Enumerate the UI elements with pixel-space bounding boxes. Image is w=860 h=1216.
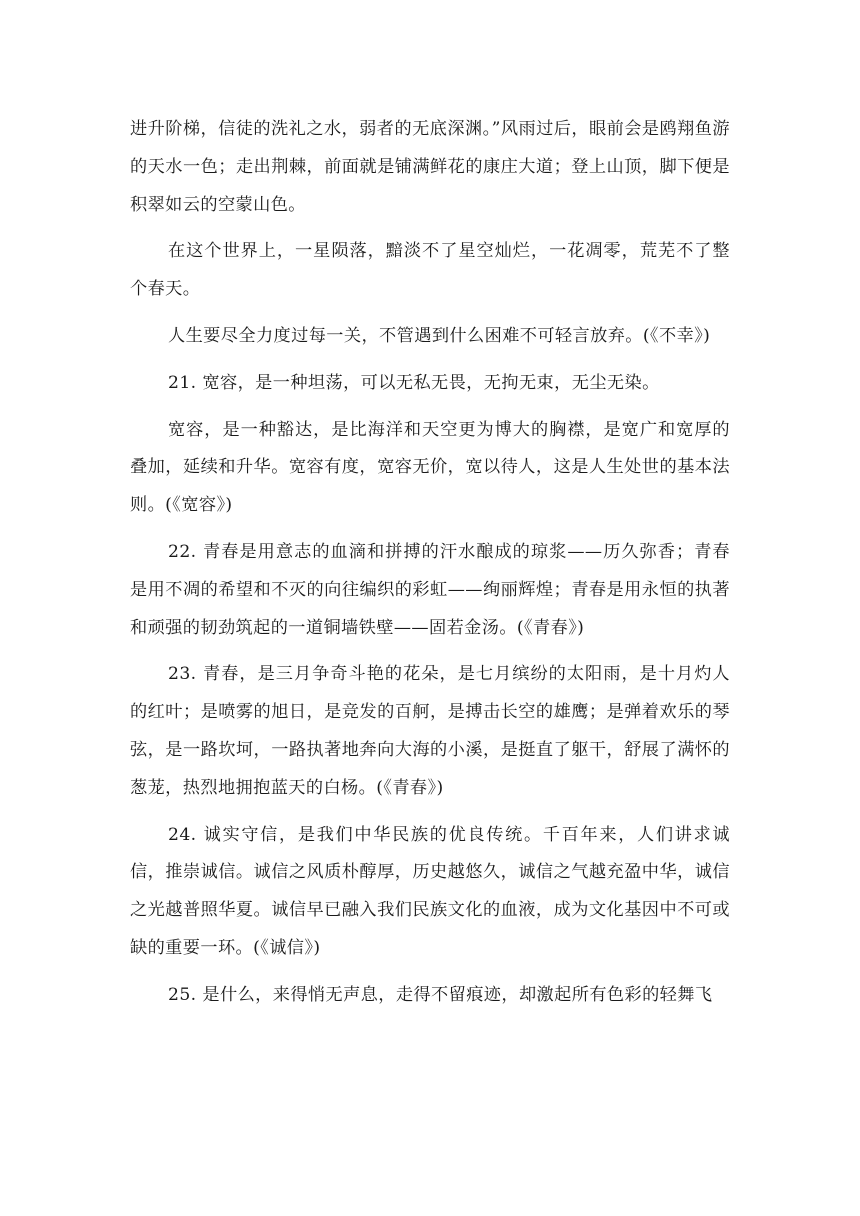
- paragraph-25: 25. 是什么，来得悄无声息，走得不留痕迹，却激起所有色彩的轻舞飞: [168, 984, 713, 1005]
- document-page: [130, 111, 730, 1015]
- paragraph-1: 进升阶梯，信徒的洗礼之水，弱者的无底深渊。”风雨过后，眼前会是鸥翔鱼游的天水一色；走出荆棘，前面就是铺满鲜花的康庄大道；登上山顶，脚下便是积翠如云的空蒙山色。: [130, 119, 730, 215]
- paragraph-24: 24. 诚实守信，是我们中华民族的优良传统。千百年来，人们讲求诚信，推崇诚信。诚信之风质朴醇厚，历史越悠久，诚信之气越充盈中华，诚信之光越普照华夏。诚信早已融入我们民族文化的血液，成为文化基因中不可或缺的重要一环。(《诚信》): [130, 824, 730, 958]
- paragraph-3: 人生要尽全力度过每一关，不管遇到什么困难不可轻言放弃。(《不幸》): [168, 325, 711, 346]
- paragraph-2: 在这个世界上，一星陨落，黯淡不了星空灿烂，一花凋零，荒芜不了整个春天。: [130, 241, 730, 300]
- paragraph-21-continued: 宽容，是一种豁达，是比海洋和天空更为博大的胸襟，是宽广和宽厚的叠加，延续和升华。宽容有度，宽容无价，宽以待人，这是人生处世的基本法则。(《宽容》): [130, 419, 730, 516]
- paragraph-21: 21. 宽容，是一种坦荡，可以无私无畏，无拘无束，无尘无染。: [168, 372, 660, 393]
- paragraph-22: 22. 青春是用意志的血滴和拼搏的汗水酿成的琼浆——历久弥香；青春是用不凋的希望和不灭的向往编织的彩虹——绚丽辉煌；青春是用永恒的执著和顽强的韧劲筑起的一道铜墙铁壁——固若金汤。(《青春》): [130, 541, 730, 638]
- paragraph-23: 23. 青春，是三月争奇斗艳的花朵，是七月缤纷的太阳雨，是十月灼人的红叶；是喷雾的旭日，是竞发的百舸，是搏击长空的雄鹰；是弹着欢乐的琴弦，是一路坎坷，一路执著地奔向大海的小溪，是挺直了躯干，舒展了满怀的葱茏，热烈地拥抱蓝天的白杨。(《青春》): [130, 664, 730, 798]
